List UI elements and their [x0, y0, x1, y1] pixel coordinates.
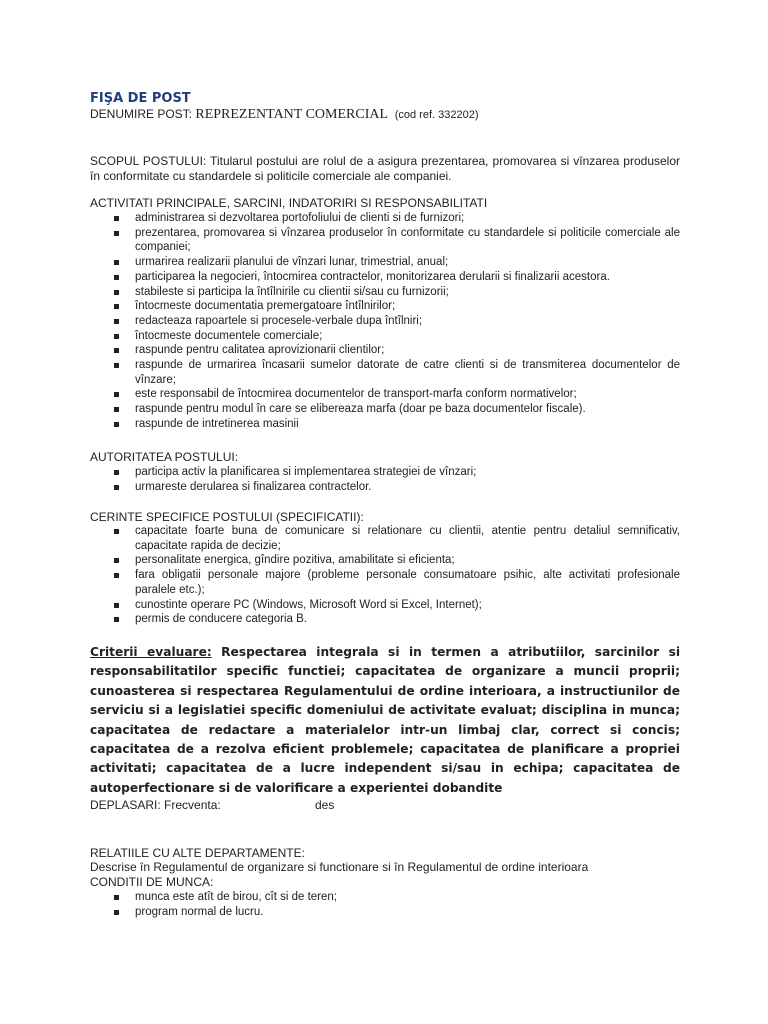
job-title-value: REPREZENTANT COMERCIAL — [195, 107, 389, 122]
list-item — [90, 211, 680, 226]
job-code: (cod ref. 332202) — [394, 109, 479, 121]
bullet-icon — [114, 363, 119, 368]
travel-label: DEPLASARI: Frecventa: — [90, 798, 221, 812]
bullet-icon — [114, 895, 119, 900]
bullet-icon — [114, 407, 119, 412]
evaluation-criteria-label: Criterii evaluare: — [90, 645, 212, 659]
list-item-text: participa activ la planificarea si implementarea strategiei de vînzari; — [135, 466, 477, 478]
bullet-icon — [114, 603, 119, 608]
list-item — [90, 524, 680, 553]
list-item-text: program normal de lucru. — [135, 905, 264, 918]
list-item — [90, 314, 680, 329]
list-item-text: întocmeste documentele comerciale; — [135, 329, 323, 342]
conditions-list — [90, 890, 680, 919]
list-item — [90, 358, 680, 387]
bullet-icon — [114, 529, 119, 534]
list-item-text: permis de conducere categoria B. — [135, 613, 307, 626]
list-item — [90, 417, 680, 432]
list-item-text: capacitate foarte buna de comunicare si relationare cu clientii, atentie pentru detaliul semnificativ, capacitate rapida de decizie; — [135, 525, 680, 552]
list-item — [90, 299, 680, 314]
list-item-text: prezentarea, promovarea si vînzarea produselor în conformitate cu standardele si politicile comerciale ale companiei; — [135, 226, 680, 254]
list-item — [90, 402, 680, 417]
list-item — [90, 270, 680, 285]
list-item-text: urmarirea realizarii planului de vînzari lunar, trimestrial, anual; — [135, 256, 449, 269]
list-item-text: stabileste si participa la întîlnirile cu clientii si/sau cu furnizorii; — [135, 285, 449, 298]
list-item — [90, 612, 680, 627]
list-item — [90, 905, 680, 920]
bullet-icon — [114, 558, 119, 563]
list-item — [90, 226, 680, 255]
list-item — [90, 285, 680, 300]
requirements-list — [90, 524, 680, 627]
bullet-icon — [114, 470, 119, 475]
bullet-icon — [114, 334, 119, 339]
list-item-text: raspunde pentru modul în care se elibereaza marfa (doar pe baza documentelor fiscale). — [135, 403, 586, 416]
bullet-icon — [114, 290, 119, 295]
requirements-heading: CERINTE SPECIFICE POSTULUI (SPECIFICATII): — [90, 510, 364, 524]
conditions-heading: CONDITII DE MUNCA: — [90, 875, 214, 889]
document-title: FIŞA DE POST — [90, 91, 191, 106]
relations-heading: RELATIILE CU ALTE DEPARTAMENTE: — [90, 846, 305, 860]
purpose-paragraph: SCOPUL POSTULUI: Titularul postului are rolul de a asigura prezentarea, promovarea si vînzarea produselor în conformitate cu standardele si politicile comerciale ale companiei. — [90, 154, 680, 183]
list-item — [90, 553, 680, 568]
list-item-text: fara obligatii personale majore (probleme personale consumatoare psihic, alte activitati profesionale paralele etc.); — [135, 569, 680, 596]
bullet-icon — [114, 617, 119, 622]
bullet-icon — [114, 422, 119, 427]
list-item — [90, 465, 680, 480]
list-item — [90, 329, 680, 344]
job-title-label: DENUMIRE POST: — [90, 107, 196, 121]
bullet-icon — [114, 392, 119, 397]
list-item — [90, 255, 680, 270]
travel-frequency: des — [315, 798, 335, 812]
list-item-text: munca este atît de birou, cît si de teren; — [135, 891, 337, 903]
list-item-text: raspunde de urmarirea încasarii sumelor datorate de catre clienti si de transmiterea documentelor de vînzare; — [135, 359, 680, 386]
authority-list — [90, 465, 680, 494]
bullet-icon — [114, 275, 119, 280]
list-item — [90, 890, 680, 905]
job-title-line — [90, 107, 680, 123]
evaluation-criteria-text: Respectarea integrala si in termen a atributiilor, sarcinilor si responsabilitatilor specific functiei; capacitatea de organizare a muncii proprii; cunoasterea si respectarea Regulamentului de ordine interioara, a instructiunilor de serviciu si a legislatiei specific domeniului de activitate evaluat; disciplina in munca; capacitatea de redactare a materialelor intr-un limbaj clar, correct si concis; capacitatea de a rezolva eficient problemele; capacitatea de planificare a propriei activitati; capacitatea de a lucre independent si/sau in echipa; capacitatea de autoperfectionare si de valorificare a experientei dobandite — [90, 645, 681, 795]
list-item-text: redacteaza rapoartele si procesele-verbale dupa întîlniri; — [135, 314, 423, 327]
bullet-icon — [114, 260, 119, 265]
list-item — [90, 387, 680, 402]
list-item-text: este responsabil de întocmirea documentelor de transport-marfa conform normativelor; — [135, 388, 577, 401]
relations-text: Descrise în Regulamentul de organizare si functionare si în Regulamentul de ordine interioara — [90, 860, 589, 874]
bullet-icon — [114, 910, 119, 915]
authority-heading: AUTORITATEA POSTULUI: — [90, 450, 239, 464]
list-item-text: raspunde de intretinerea masinii — [135, 417, 299, 430]
list-item — [90, 568, 680, 597]
list-item-text: raspunde pentru calitatea aprovizionarii clientilor; — [135, 344, 385, 357]
list-item — [90, 343, 680, 358]
list-item-text: cunostinte operare PC (Windows, Microsoft Word si Excel, Internet); — [135, 598, 482, 611]
bullet-icon — [114, 216, 119, 221]
list-item — [90, 480, 680, 495]
list-item-text: participarea la negocieri, întocmirea contractelor, monitorizarea derularii si finalizarii acestora. — [135, 270, 610, 283]
list-item-text: personalitate energica, gîndire pozitiva, amabilitate si eficienta; — [135, 554, 455, 567]
bullet-icon — [114, 304, 119, 309]
bullet-icon — [114, 319, 119, 324]
activities-list — [90, 211, 680, 432]
list-item-text: urmareste derularea si finalizarea contractelor. — [135, 480, 372, 493]
travel-line — [90, 798, 680, 813]
list-item-text: întocmeste documentatia premergatoare întîlnirilor; — [135, 300, 396, 313]
bullet-icon — [114, 573, 119, 578]
bullet-icon — [114, 348, 119, 353]
activities-heading: ACTIVITATI PRINCIPALE, SARCINI, INDATORIRI SI RESPONSABILITATI — [90, 196, 488, 210]
evaluation-criteria — [90, 643, 680, 798]
bullet-icon — [114, 485, 119, 490]
list-item — [90, 598, 680, 613]
bullet-icon — [114, 231, 119, 236]
list-item-text: administrarea si dezvoltarea portofoliului de clienti si de furnizori; — [135, 212, 465, 224]
